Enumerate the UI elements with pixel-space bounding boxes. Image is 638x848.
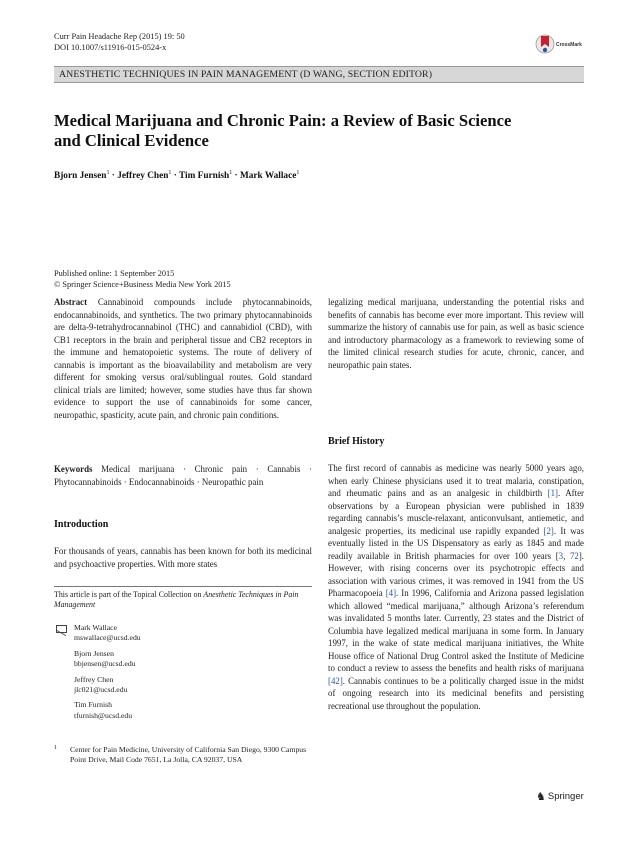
section-banner: ANESTHETIC TECHNIQUES IN PAIN MANAGEMENT (D WANG, SECTION EDITOR) (54, 66, 584, 83)
contact-email[interactable]: mswallace@ucsd.edu (74, 633, 141, 643)
citation-link[interactable]: [42] (328, 675, 343, 686)
contact-entry (74, 649, 294, 670)
keywords-text: Medical marijuana · Chronic pain · Cannabis · Phytocannabinoids · Endocannabinoids · Neuropathic pain (54, 464, 312, 487)
doi[interactable]: DOI 10.1007/s11916-015-0524-x (54, 43, 167, 52)
citation-link[interactable]: 72 (569, 550, 579, 561)
history-text: ]. However, with rising concerns over its psychotropic effects and association with various crimes, it was removed in 1941 from the US Pharmacopoeia (328, 550, 584, 598)
contact-email[interactable]: bbjensen@ucsd.edu (74, 659, 136, 669)
author-name[interactable]: Jeffrey Chen (117, 171, 169, 182)
contact-email[interactable]: tfurnish@ucsd.edu (74, 710, 133, 720)
author-affiliation-mark: 1 (106, 170, 110, 176)
citation-link[interactable]: [4] (385, 588, 397, 598)
author-affiliation-mark: 1 (168, 170, 172, 176)
affiliation (54, 745, 312, 766)
springer-horse-icon: ♞ (536, 791, 546, 803)
contact-name: Tim Furnish (74, 700, 112, 710)
author-name[interactable]: Bjorn Jensen (54, 171, 107, 182)
abstract (54, 296, 312, 421)
history-text: . Cannabis continues to be a politically charged issue in the midst of ongoing research into its medicinal benefits and persisting recreational use throughout the population. (328, 675, 584, 711)
contact-list (74, 623, 294, 726)
author-separator: · (171, 171, 179, 182)
contact-name: Mark Wallace (74, 623, 117, 632)
author-name[interactable]: Tim Furnish (179, 171, 230, 182)
collection-note-title: Anesthetic Techniques in Pain Management (54, 590, 299, 610)
author-list (54, 170, 299, 181)
author-affiliation-mark: 1 (296, 170, 300, 176)
collection-note (54, 590, 312, 611)
journal-meta (54, 31, 185, 53)
author-separator: · (232, 171, 240, 182)
abstract-text: Cannabinoid compounds include phytocannabinoids, endocannabinoids, and synthetics. The two primary phytocannabinoids are delta-9-tetrahydrocannabinol (THC) and cannabidiol (CBD), with CB1 receptors in the brain and peripheral tissue and CB2 receptors in the immune and hematopoietic systems. The route of delivery of cannabis is important as the bioavailability and metabolism are very different for smoking versus oral/sublingual routes. Gold standard clinical trials are limited; however, some studies have thus far shown evidence to support the use of cannabinoids for some cancer, neuropathic, spasticity, acute pain, and chronic pain conditions. (54, 297, 312, 420)
author-name[interactable]: Mark Wallace (239, 171, 297, 182)
history-text: The first record of cannabis as medicine was nearly 5000 years ago, when early Chinese physicians used it to treat malaria, constipation, and rheumatic pains and as an analgesic in childbirth (328, 463, 584, 498)
introduction-text: For thousands of years, cannabis has been known for both its medicinal and psychoactive properties. With more states (54, 546, 312, 569)
contact-email[interactable]: jlc021@ucsd.edu (74, 685, 128, 695)
crossmark-label: CrossMark (556, 42, 582, 48)
copyright: © Springer Science+Business Media New York 2015 (54, 280, 231, 289)
history-text: . In 1996, California and Arizona passed legislation which allowed “medical marijuana,” although Arizona’s referendum was invalidated 5 months later. Currently, 23 states and the District of Columbia have legalized medical marijuana in some form. In January 1997, in the wake of state medical marijuana initiatives, the White House office of National Drug Control asked the Institute of Medicine to conduct a review to assess the benefits and health risks of marijuana (328, 588, 584, 673)
brief-history-text (328, 462, 584, 712)
affiliation-number: 1 (54, 745, 57, 751)
contact-entry (74, 700, 294, 721)
history-text: . After observations by a European physician were published in 1839 regarding cannabis’s muscle-relaxant, anticonvulsant, antiemetic, and analgesic properties, its medicinal use rapidly expanded (328, 488, 584, 536)
history-text: . It was eventually listed in the US Dispensatory as early as 1845 and made readily available in British pharmacies for over 100 years [ (328, 525, 584, 561)
published-date: Published online: 1 September 2015 (54, 269, 175, 278)
envelope-icon (56, 625, 67, 633)
title-line-2: and Clinical Evidence (54, 131, 209, 150)
collection-note-prefix: This article is part of the Topical Collection on (54, 590, 204, 599)
citation-link[interactable]: 3 (558, 550, 564, 561)
contact-name: Bjorn Jensen (74, 648, 114, 658)
brief-history-heading: Brief History (328, 436, 385, 447)
keywords-label: Keywords (54, 464, 93, 474)
keywords (54, 463, 312, 488)
contact-entry (74, 623, 294, 644)
publication-info (54, 268, 231, 290)
publisher-name: Springer (547, 791, 584, 802)
contact-name: Jeffrey Chen (74, 674, 114, 684)
footnote-divider (54, 586, 312, 587)
affiliation-text: Center for Pain Medicine, University of California San Diego, 9300 Campus Point Drive, Mail Code 7651, La Jolla, CA 92037, USA (70, 745, 307, 765)
title-line-1: Medical Marijuana and Chronic Pain: a Review of Basic Science (54, 111, 512, 130)
author-separator: · (109, 171, 118, 182)
citation-link[interactable]: [2] (543, 525, 554, 536)
history-text: , (563, 550, 570, 561)
author-affiliation-mark: 1 (229, 170, 233, 176)
article-title (54, 111, 584, 151)
citation-link[interactable]: [1] (547, 488, 559, 498)
intro-continued: legalizing medical marijuana, understanding the potential risks and benefits of cannabis has become ever more important. This review will summarize the history of cannabis use for pain, as well as basic science and introductory pharmacology as a framework to reviewing some of the limited clinical research studies for acute, chronic, cancer, and neuropathic pain states. (328, 297, 584, 370)
crossmark-badge[interactable] (535, 32, 585, 56)
contact-entry (74, 675, 294, 696)
abstract-label: Abstract (54, 297, 88, 307)
journal-reference: Curr Pain Headache Rep (2015) 19: 50 (54, 32, 185, 41)
crossmark-icon (535, 32, 555, 56)
publisher-logo (536, 790, 584, 803)
introduction-heading: Introduction (54, 519, 109, 530)
